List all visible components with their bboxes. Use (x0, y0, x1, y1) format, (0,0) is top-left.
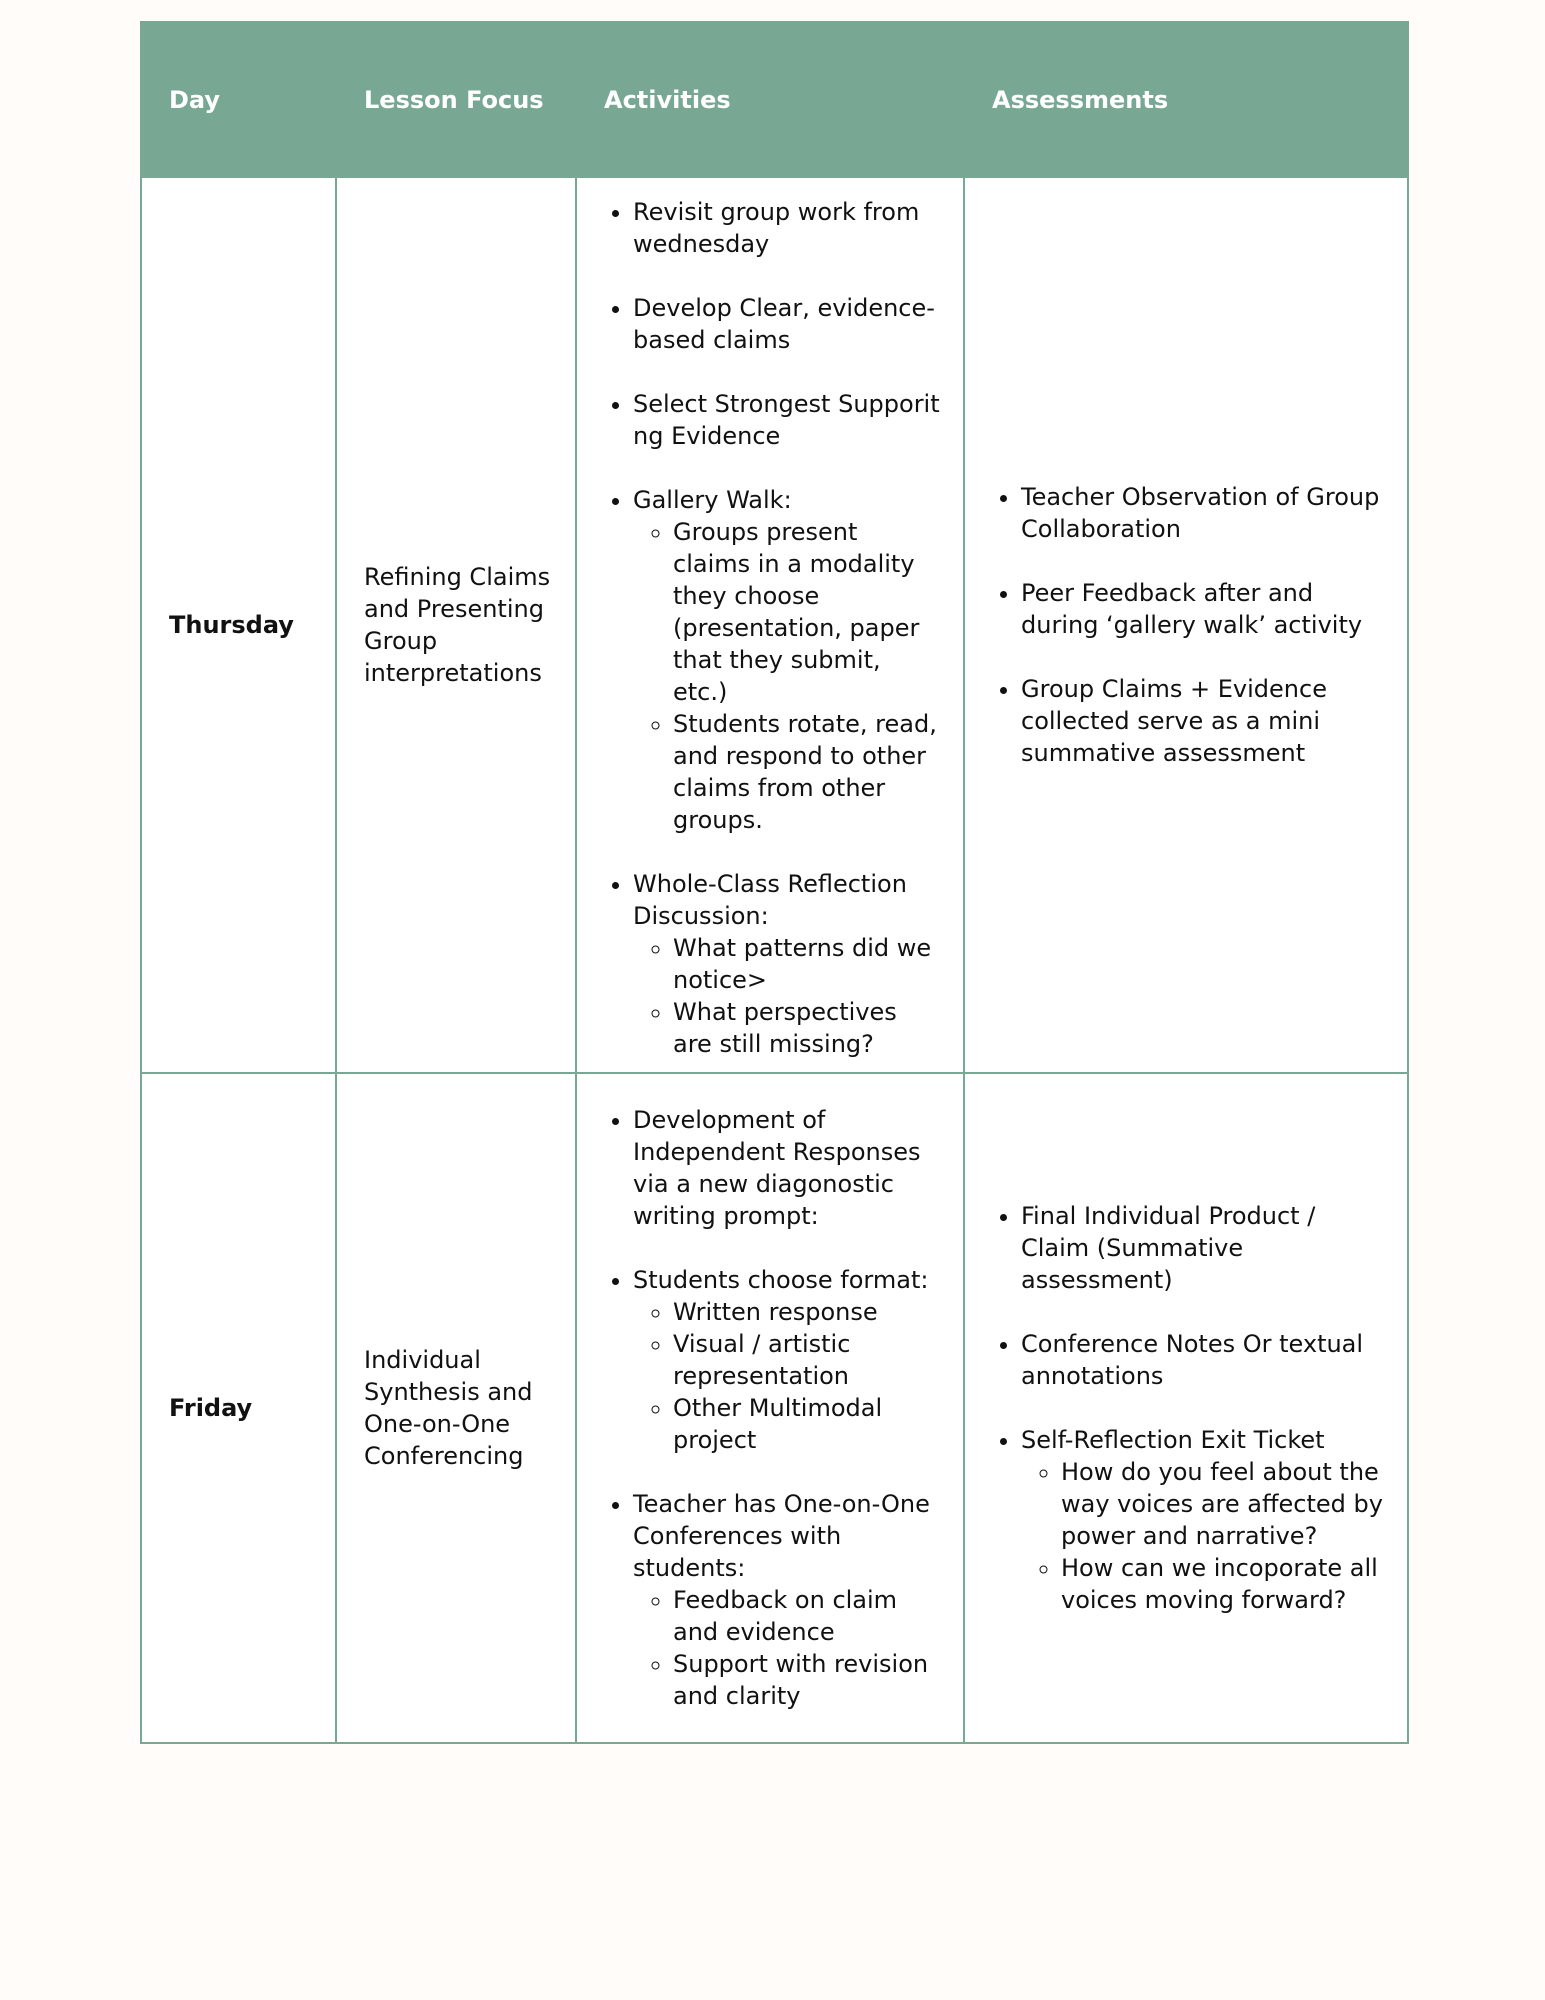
day-cell: Friday (141, 1073, 336, 1743)
list-item (633, 196, 941, 260)
assessments-list (992, 481, 1385, 769)
sub-list-item: ◦ Other Multimodal project (673, 1392, 941, 1456)
sub-list-item: ◦ Written response (673, 1296, 941, 1328)
header-activities: Activities (576, 22, 964, 177)
list-item (633, 1104, 941, 1232)
activities-cell (576, 1073, 964, 1743)
sub-list-item: ◦ How can we incoporate all voices moving forward? (1061, 1552, 1385, 1616)
list-item-text: Develop Clear, evidence-based claims (633, 294, 935, 354)
table-row-thursday (141, 177, 1408, 1073)
list-item (1021, 577, 1385, 641)
table-row-friday (141, 1073, 1408, 1743)
list-item (1021, 1328, 1385, 1392)
list-item (633, 484, 941, 836)
sub-list-item: ◦ Feedback on claim and evidence (673, 1584, 941, 1648)
list-item (1021, 1424, 1385, 1616)
header-day: Day (141, 22, 336, 177)
list-item-text: Revisit group work from wednesday (633, 198, 920, 258)
sub-list (1021, 1456, 1385, 1616)
day-cell: Thursday (141, 177, 336, 1073)
list-item-text: Whole-Class Reflection Discussion: (633, 870, 907, 930)
sub-list (633, 516, 941, 836)
list-item (633, 1264, 941, 1456)
sub-list-item: ◦ Support with revision and clarity (673, 1648, 941, 1712)
list-item-text: Final Individual Product / Claim (Summative assessment) (1021, 1202, 1316, 1294)
sub-list-item: ◦ Visual / artistic representation (673, 1328, 941, 1392)
header-assessments: Assessments (964, 22, 1408, 177)
list-item-text: Teacher Observation of Group Collaboration (1021, 483, 1380, 543)
assessments-list (992, 1200, 1385, 1616)
sub-list-item: ◦ Groups present claims in a modality they choose (presentation, paper that they submit, etc.) (673, 516, 941, 708)
assessments-cell (964, 1073, 1408, 1743)
sub-list-item: ◦ How do you feel about the way voices are affected by power and narrative? (1061, 1456, 1385, 1552)
list-item (1021, 673, 1385, 769)
header-lesson-focus: Lesson Focus (336, 22, 576, 177)
list-item-text: Teacher has One-on-One Conferences with students: (633, 1490, 930, 1582)
list-item-text: Peer Feedback after and during ‘gallery walk’ activity (1021, 579, 1363, 639)
lesson-plan-table (140, 21, 1409, 1744)
list-item (1021, 481, 1385, 545)
list-item (633, 388, 941, 452)
list-item-text: Development of Independent Responses via a new diagonostic writing prompt: (633, 1106, 921, 1230)
sub-list (633, 932, 941, 1060)
activities-cell (576, 177, 964, 1073)
sub-list-item: ◦ What perspectives are still missing? (673, 996, 941, 1060)
list-item (633, 1488, 941, 1712)
assessments-cell (964, 177, 1408, 1073)
sub-list-item: ◦ What patterns did we notice> (673, 932, 941, 996)
sub-list-item: ◦ Students rotate, read, and respond to other claims from other groups. (673, 708, 941, 836)
table-header-row (141, 22, 1408, 177)
list-item-text: Students choose format: (633, 1266, 929, 1294)
list-item-text: Conference Notes Or textual annotations (1021, 1330, 1364, 1390)
activities-list (604, 196, 941, 1060)
sub-list (633, 1584, 941, 1712)
list-item-text: Self-Reflection Exit Ticket (1021, 1426, 1325, 1454)
list-item (633, 868, 941, 1060)
list-item (633, 292, 941, 356)
list-item-text: Gallery Walk: (633, 486, 792, 514)
lesson-focus-cell: Individual Synthesis and One-on-One Conferencing (336, 1073, 576, 1743)
list-item-text: Select Strongest Supporit ng Evidence (633, 390, 940, 450)
sub-list (633, 1296, 941, 1456)
list-item-text: Group Claims + Evidence collected serve as a mini summative assessment (1021, 675, 1327, 767)
activities-list (604, 1104, 941, 1712)
list-item (1021, 1200, 1385, 1296)
lesson-focus-cell: Refining Claims and Presenting Group interpretations (336, 177, 576, 1073)
